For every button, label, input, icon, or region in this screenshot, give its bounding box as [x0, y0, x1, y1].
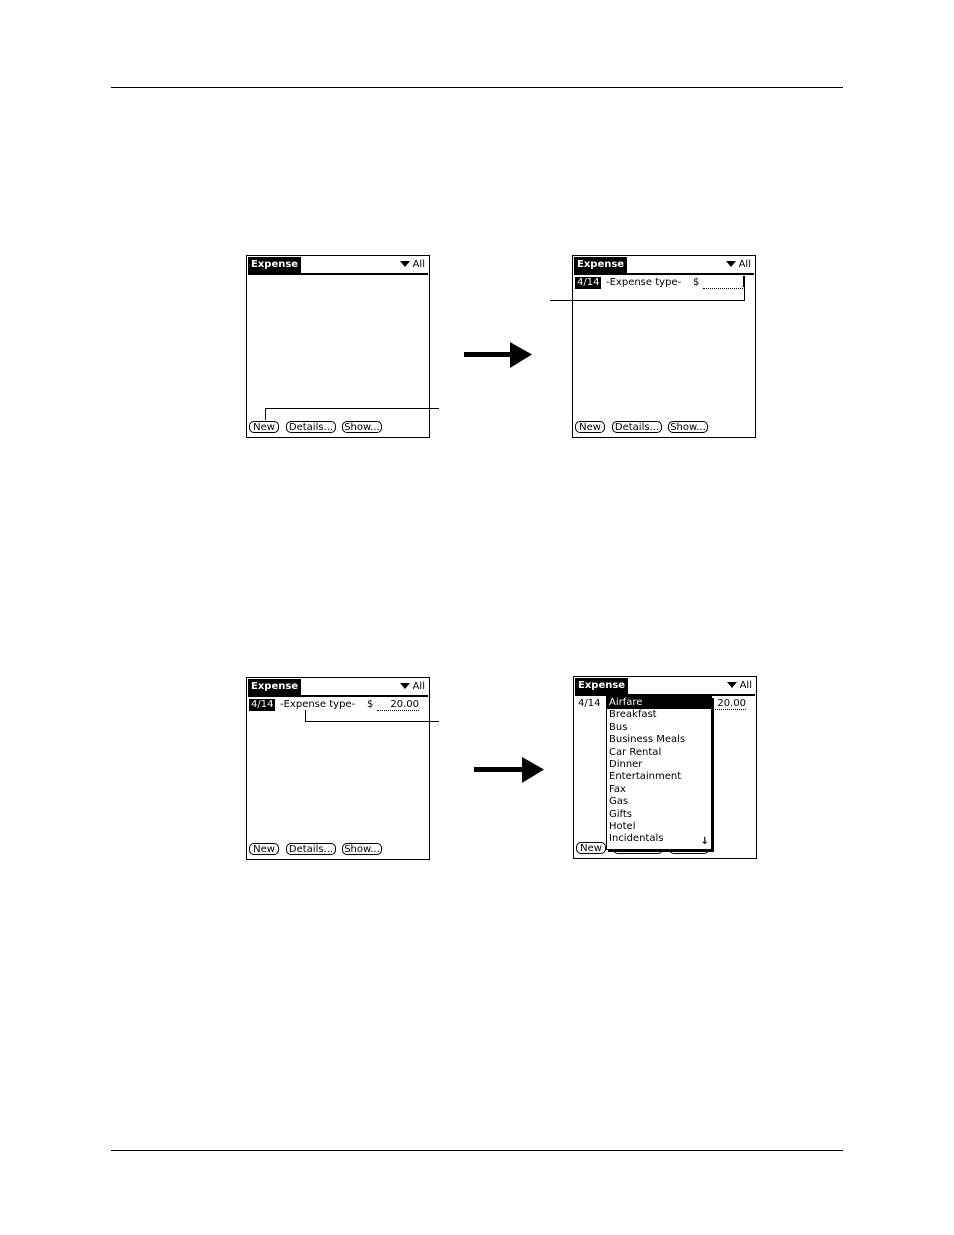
show-button[interactable]: Show...: [342, 421, 382, 433]
show-button[interactable]: Show...: [342, 843, 382, 855]
app-title: Expense: [248, 257, 301, 273]
category-picker[interactable]: [400, 679, 425, 695]
date-label[interactable]: 4/14: [577, 277, 600, 288]
date-label[interactable]: 4/14: [251, 699, 274, 710]
text-cursor: [743, 276, 745, 287]
expense-screen-type-list: [573, 676, 757, 859]
expense-screen-new-item: [572, 255, 756, 438]
expense-type-option[interactable]: Gas: [609, 796, 629, 808]
title-bar: [248, 679, 428, 697]
details-button[interactable]: Details...: [286, 421, 336, 433]
expense-row[interactable]: [248, 698, 428, 712]
expense-type-option[interactable]: Entertainment: [609, 771, 682, 783]
date-label[interactable]: 4/14: [578, 698, 601, 709]
expense-type-option[interactable]: Fax: [609, 783, 626, 795]
title-bar: [575, 678, 755, 696]
callout-line: [305, 721, 439, 722]
arrow-down-icon[interactable]: ↓: [700, 836, 709, 847]
triangle-down-icon: [726, 261, 736, 267]
category-label: All: [738, 259, 751, 270]
expense-type-option[interactable]: Dinner: [609, 758, 643, 770]
expense-type-option[interactable]: Airfare: [607, 697, 711, 709]
triangle-down-icon: [400, 261, 410, 267]
details-button[interactable]: Details...: [612, 421, 662, 433]
right-arrow-icon: [464, 341, 534, 369]
new-button[interactable]: New: [249, 421, 279, 433]
show-button[interactable]: Show...: [668, 421, 708, 433]
amount-field[interactable]: 20.00: [377, 698, 419, 711]
app-title: Expense: [574, 257, 627, 273]
expense-type-option[interactable]: Car Rental: [609, 746, 662, 758]
new-button[interactable]: New: [576, 842, 606, 854]
app-title: Expense: [248, 679, 301, 695]
triangle-down-icon: [400, 683, 410, 689]
expense-type-label[interactable]: -Expense type-: [280, 699, 356, 710]
expense-type-option[interactable]: Business Meals: [609, 734, 686, 746]
details-button[interactable]: Details...: [286, 843, 336, 855]
expense-type-popup[interactable]: [606, 696, 712, 850]
bottom-rule: [111, 1150, 843, 1151]
expense-screen-with-amount: [246, 677, 430, 860]
title-bar: [574, 257, 754, 275]
expense-type-option[interactable]: Gifts: [609, 808, 633, 820]
amount-field[interactable]: [703, 276, 745, 289]
category-picker[interactable]: [727, 678, 752, 694]
category-label: All: [412, 259, 425, 270]
callout-line: [265, 408, 439, 409]
right-arrow-icon: [474, 756, 546, 784]
category-label: All: [412, 681, 425, 692]
category-picker[interactable]: [400, 257, 425, 273]
expense-type-label[interactable]: -Expense type-: [606, 277, 682, 288]
callout-line: [265, 408, 266, 420]
app-title: Expense: [575, 678, 628, 694]
expense-type-option[interactable]: Bus: [609, 721, 628, 733]
new-button[interactable]: New: [575, 421, 605, 433]
currency-symbol: $: [693, 277, 700, 288]
category-picker[interactable]: [726, 257, 751, 273]
new-button[interactable]: New: [249, 843, 279, 855]
triangle-down-icon: [727, 682, 737, 688]
callout-line: [744, 287, 745, 301]
category-label: All: [739, 680, 752, 691]
expense-screen-empty: [246, 255, 430, 438]
expense-type-option[interactable]: Hotel: [609, 820, 636, 832]
expense-row[interactable]: [574, 276, 754, 290]
amount-field[interactable]: 20.00: [704, 697, 746, 710]
expense-type-option[interactable]: Breakfast: [609, 709, 657, 721]
currency-symbol: $: [367, 699, 374, 710]
top-rule: [111, 87, 843, 88]
title-bar: [248, 257, 428, 275]
callout-line: [550, 300, 745, 301]
expense-type-option[interactable]: Incidentals: [609, 833, 664, 845]
